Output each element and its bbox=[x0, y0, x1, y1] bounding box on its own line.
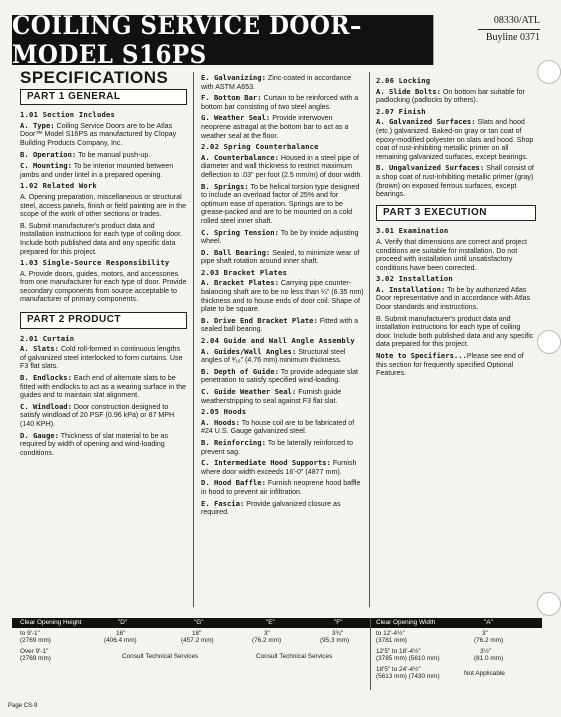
paragraph: A. Galvanized Surfaces: Slats and hood (etc.) galvanized. Baked-on gray or tan coat of epoxy-modified polyester on slats and hood. Shop coat of rust-inhibiting metallic primer on all remaining galvanized surfaces, except bearings. bbox=[376, 117, 534, 161]
paragraph: G. Weather Seal: Provide interwoven neoprene astragal at the bottom bar to act as a weather seal at the floor. bbox=[201, 113, 349, 140]
column-divider bbox=[369, 72, 370, 607]
column-header: "G" bbox=[194, 619, 204, 626]
table-cell: (457.2 mm) bbox=[181, 637, 214, 644]
table-cell: (2769 mm) bbox=[20, 637, 51, 644]
section-heading: 3.01 Examination bbox=[376, 226, 449, 236]
paragraph: B. Ungalvanized Surfaces: Shall consist of a shop coat of rust-inhibiting metallic primer (gray) (brown) on exposed ferrous surfaces, except bearings. bbox=[376, 163, 534, 199]
paragraph: B. Reinforcing: To be laterally reinforced to prevent sag. bbox=[201, 437, 353, 456]
table-cell: (76.2 mm) bbox=[252, 637, 282, 644]
paragraph: B. Depth of Guide: To provide adequate slat penetration to satisfy specified wind-loading. bbox=[201, 366, 359, 385]
buyline-code: Buyline 0371 bbox=[478, 29, 540, 44]
table-divider bbox=[370, 618, 371, 690]
column-3 bbox=[376, 74, 536, 381]
paragraph: E. Fascia: Provide galvanized closure as required. bbox=[201, 498, 341, 517]
paragraph: B. Submit manufacturer's product data and installation instructions for each type of coiling door. Include both published data and any specific data prepared for this project. bbox=[20, 221, 183, 256]
table-cell: Not Applicable bbox=[464, 670, 505, 677]
paragraph: B. Springs: To be helical torsion type designed to include an overload factor of 25% and for optimum ease of operation. Springs are to be grease-packed and are to be mounted on a cold rolled steel inner shaft. bbox=[201, 181, 360, 225]
paragraph: C. Intermediate Hood Supports: Furnish where door width exceeds 16'-0" (4877 mm). bbox=[201, 458, 357, 476]
paragraph: C. Spring Tension: To be by inside adjusting wheel. bbox=[201, 227, 359, 246]
paragraph: B. Submit manufacturer's product data and installation instructions for each type of coiling door. Include both published data and any specific data prepared for this project. bbox=[376, 314, 534, 349]
part-1-heading: PART 1 GENERAL bbox=[20, 89, 187, 106]
binder-hole-icon bbox=[537, 60, 561, 84]
paragraph: C. Mounting: To be interior mounted between jambs and under lintel in a prepared opening. bbox=[20, 161, 174, 179]
table-cell: 3¾" bbox=[332, 630, 344, 637]
section-heading: 2.03 Bracket Plates bbox=[201, 267, 288, 277]
binder-hole-icon bbox=[537, 330, 561, 354]
column-header: "F" bbox=[334, 619, 343, 626]
binder-hole-icon bbox=[537, 592, 561, 616]
paragraph: D. Gauge: Thickness of slat material to be as required by width of opening and wind-loading conditions. bbox=[20, 430, 169, 457]
column-header: Clear Opening Width bbox=[376, 619, 436, 626]
paragraph: A. Bracket Plates: Carrying pipe counter-balancing shaft are to be no less than ¼" (6.35 mm) thickness and to house ends of door coil. Shape of plate to be square. bbox=[201, 278, 364, 314]
paragraph: A. Verify that dimensions are correct and project conditions are suitable for installation. Do not proceed with installation until unsatisfactory conditions have been corrected. bbox=[376, 237, 528, 272]
column-divider bbox=[193, 72, 194, 607]
section-heading: 1.03 Single-Source Responsibility bbox=[20, 258, 170, 268]
table-cell: Consult Technical Services bbox=[256, 653, 333, 660]
table-cell: 18" bbox=[192, 630, 202, 637]
table-body bbox=[12, 628, 542, 690]
paragraph: A. Slats: Cold roll-formed in continuous lengths of galvanized steel interlocked to form curtains. Use F3 flat slats. bbox=[20, 344, 183, 371]
paragraph: B. Endlocks: Each end of alternate slats to be fitted with endlocks to act as a wearing surface in the guides and to maintain slat alignment. bbox=[20, 373, 187, 400]
paragraph: A. Type: Coiling Service Doors are to be Atlas Door™ Model S16PS as manufactured by Clopay Building Products Company, Inc. bbox=[20, 120, 177, 147]
paragraph: F. Bottom Bar: Curtain to be reinforced with a bottom bar consisting of two steel angles. bbox=[201, 93, 359, 111]
table-cell: to 9'-1" bbox=[20, 630, 40, 637]
table-cell: 3" bbox=[482, 630, 488, 637]
section-heading: 2.07 Finish bbox=[376, 106, 426, 116]
section-heading: 2.05 Hoods bbox=[201, 407, 247, 417]
paragraph: E. Galvanizing: Zinc-coated in accordance with ASTM A653. bbox=[201, 73, 352, 91]
column-header: "A" bbox=[484, 619, 493, 626]
paragraph: A. Opening preparation, miscellaneous or structural steel, access panels, finish or field painting are in the scope of the work of other sections or trades. bbox=[20, 192, 187, 219]
table-cell: (3781 mm) bbox=[376, 637, 407, 644]
paragraph: C. Windload: Door construction designed to satisfy windload of 20 PSF (0.96 kPa) or 87 MPH (140 KPH). bbox=[20, 401, 175, 428]
table-cell: 16" bbox=[116, 630, 126, 637]
section-heading: 2.02 Spring Counterbalance bbox=[201, 142, 319, 152]
table-cell: 3" bbox=[264, 630, 270, 637]
dimension-table bbox=[12, 618, 542, 690]
table-cell: (76.2 mm) bbox=[474, 637, 504, 644]
document-codes bbox=[478, 14, 540, 44]
table-cell: 3½" bbox=[480, 648, 492, 655]
column-header: Clear Opening Height bbox=[20, 619, 82, 626]
table-cell: (2769 mm) bbox=[20, 655, 51, 662]
section-code: 08330/ATL bbox=[493, 15, 540, 26]
table-cell: to 12'-4½" bbox=[376, 630, 405, 637]
table-cell: Consult Technical Services bbox=[122, 653, 199, 660]
paragraph: A. Guides/Wall Angles: Structural steel angles of ³⁄₁₆" (4.76 mm) minimum thickness. bbox=[201, 346, 346, 365]
table-cell: (95.3 mm) bbox=[320, 637, 350, 644]
part-3-heading: PART 3 EXECUTION bbox=[376, 205, 536, 222]
paragraph: B. Drive End Bracket Plate: Fitted with a sealed ball bearing. bbox=[201, 315, 359, 334]
page-title: COILING SERVICE DOOR–MODEL S16PS bbox=[12, 15, 433, 65]
table-header bbox=[12, 618, 542, 628]
table-cell: (3785 mm) (5610 mm) bbox=[376, 655, 440, 662]
column-header: "D" bbox=[118, 619, 128, 626]
paragraph: A. Installation: To be by authorized Atlas Door representative and in accordance with Atlas Door standards and instructions. bbox=[376, 284, 531, 312]
paragraph: A. Provide doors, guides, motors, and accessories from one manufacturer for each type of door. Provide secondary components from source acceptable to manufacturer of primary components. bbox=[20, 269, 187, 304]
column-header: "E" bbox=[266, 619, 275, 626]
paragraph: A. Hoods: To house coil are to be fabricated of #24 U.S. Gauge galvanized steel. bbox=[201, 417, 355, 436]
paragraph: B. Operation: To be manual push-up. bbox=[20, 149, 151, 159]
section-heading: 2.06 Locking bbox=[376, 76, 431, 85]
paragraph: C. Guide Weather Seal: Furnish guide weatherstripping to seal against F3 flat slat. bbox=[201, 387, 342, 405]
part-2-heading: PART 2 PRODUCT bbox=[20, 312, 187, 329]
paragraph: D. Hood Baffle: Furnish neoprene hood baffle in hood to prevent air infiltration. bbox=[201, 478, 361, 496]
table-cell: Over 9'-1" bbox=[20, 648, 49, 655]
section-heading: 1.02 Related Work bbox=[20, 181, 97, 191]
table-cell: (406.4 mm) bbox=[104, 637, 137, 644]
section-heading: 1.01 Section Includes bbox=[20, 110, 116, 120]
specifications-heading: SPECIFICATIONS bbox=[20, 68, 169, 87]
section-heading: 2.01 Curtain bbox=[20, 333, 75, 343]
page-number: Page CS-9 bbox=[8, 703, 38, 709]
table-cell: (81.0 mm) bbox=[474, 655, 504, 662]
section-heading: 3.02 Installation bbox=[376, 274, 453, 284]
paragraph: Note to Specifiers...Please see end of this section for frequently specified Optional Features. bbox=[376, 351, 524, 378]
column-1 bbox=[20, 68, 187, 460]
paragraph: A. Counterbalance: Housed in a steel pipe of diameter and wall thickness to restrict maximum deflection to .03" per foot (2.5 mm/m) of door width. bbox=[201, 152, 363, 179]
column-2 bbox=[201, 74, 364, 520]
table-cell: 18'5" to 24'-4½" bbox=[376, 666, 421, 673]
section-heading: 2.04 Guide and Wall Angle Assembly bbox=[201, 336, 355, 346]
paragraph: A. Slide Bolts: On bottom bar suitable for padlocking (padlocks by others). bbox=[376, 86, 525, 105]
table-cell: 12'5" to 18'-4½" bbox=[376, 648, 421, 655]
table-cell: (5613 mm) (7430 mm) bbox=[376, 673, 440, 680]
paragraph: D. Ball Bearing: Sealed, to minimize wear of pipe shaft rotation around inner shaft. bbox=[201, 247, 360, 266]
